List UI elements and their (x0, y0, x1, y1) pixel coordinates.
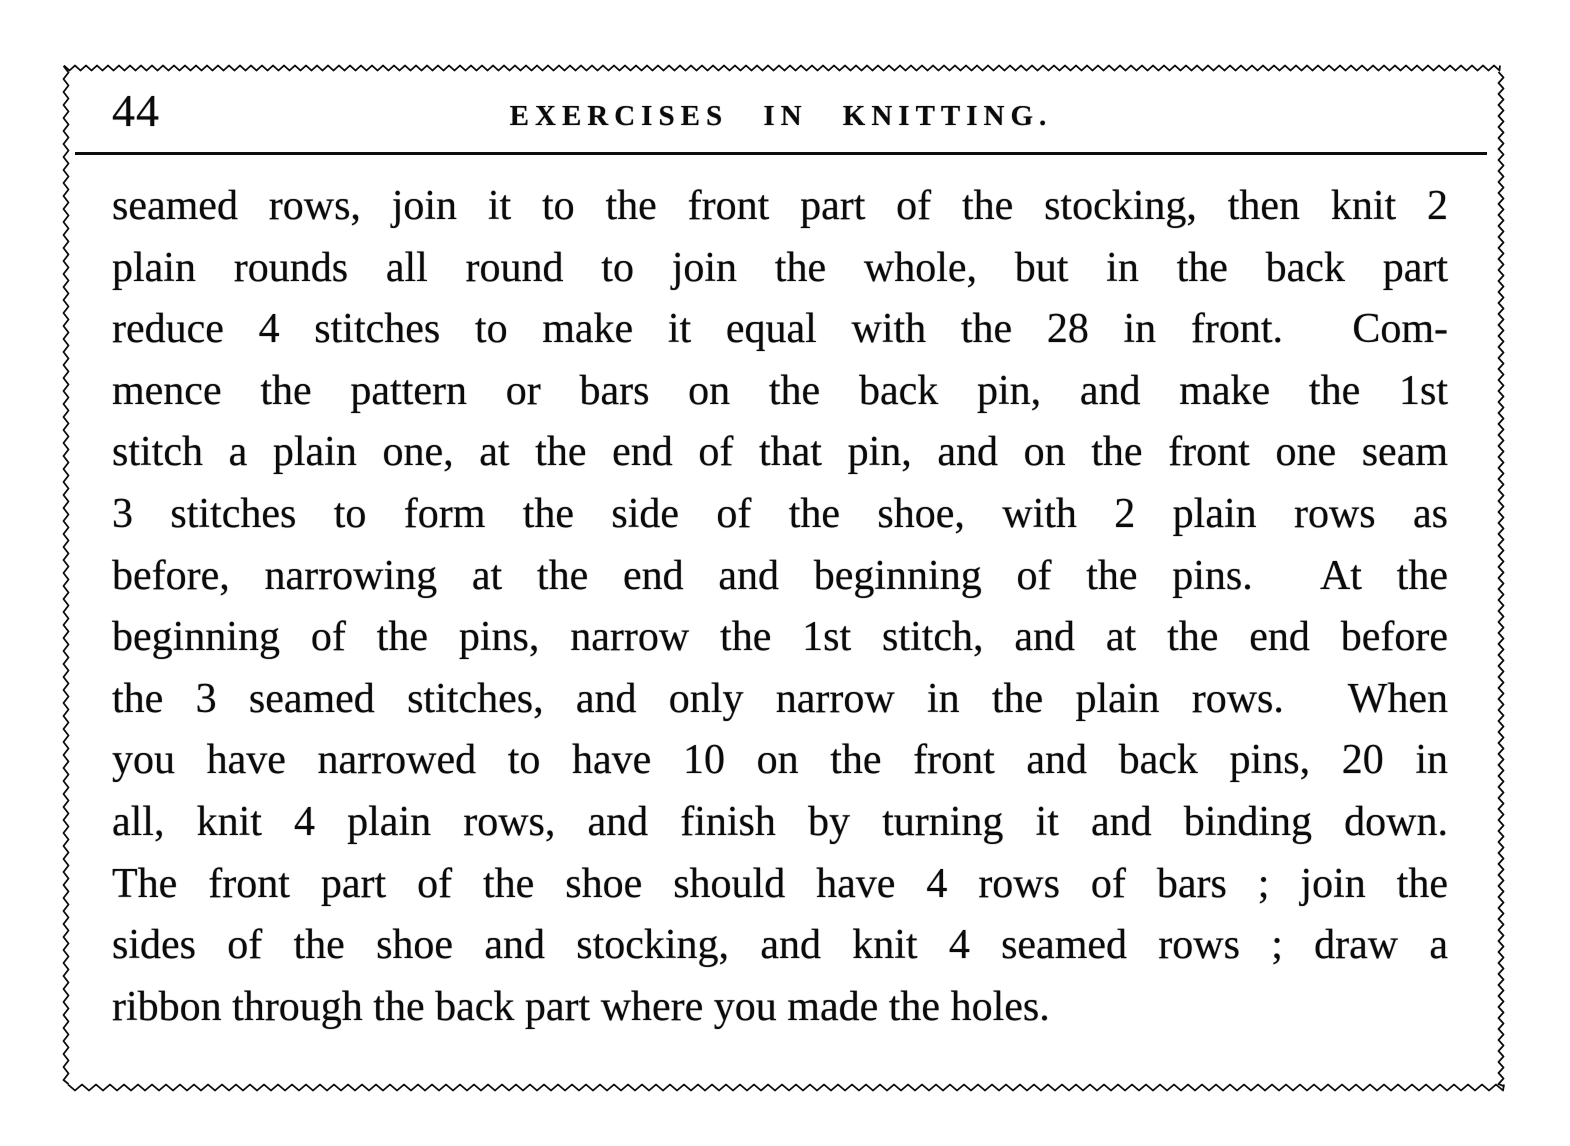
text-line: sides of the shoe and stocking, and knit 4 seamed rows ; draw a (112, 922, 1448, 969)
page-number: 44 (112, 85, 160, 136)
text-line: 3 stitches to form the side of the shoe, with 2 plain rows as (112, 490, 1448, 537)
text-line: before, narrowing at the end and beginning of the pins. At the (112, 552, 1448, 599)
header-rule (75, 152, 1487, 155)
body-text-block (112, 176, 1448, 1038)
border-bottom-zigzag (68, 1083, 1504, 1097)
border-left-zigzag (62, 66, 76, 1084)
text-line: seamed rows, join it to the front part of the stocking, then knit 2 (112, 183, 1448, 229)
text-line: all, knit 4 plain rows, and finish by turning it and binding down. (112, 798, 1448, 845)
text-line: reduce 4 stitches to make it equal with the 28 in front. Com- (112, 306, 1448, 353)
text-line: ribbon through the back part where you made the holes. (112, 983, 1050, 1030)
border-top-zigzag (64, 64, 1500, 76)
text-line: plain rounds all round to join the whole, but in the back part (112, 244, 1448, 291)
text-line: mence the pattern or bars on the back pin, and make the 1st (112, 367, 1448, 414)
text-line: beginning of the pins, narrow the 1st stitch, and at the end before (112, 614, 1448, 661)
text-line: the 3 seamed stitches, and only narrow in the plain rows. When (112, 675, 1448, 722)
border-right-zigzag (1497, 72, 1511, 1086)
text-line: stitch a plain one, at the end of that pin, and on the front one seam (112, 429, 1448, 476)
text-line: you have narrowed to have 10 on the front and back pins, 20 in (112, 737, 1448, 784)
running-header: EXERCISES IN KNITTING. (509, 100, 1053, 132)
text-line: The front part of the shoe should have 4 rows of bars ; join the (112, 860, 1448, 907)
